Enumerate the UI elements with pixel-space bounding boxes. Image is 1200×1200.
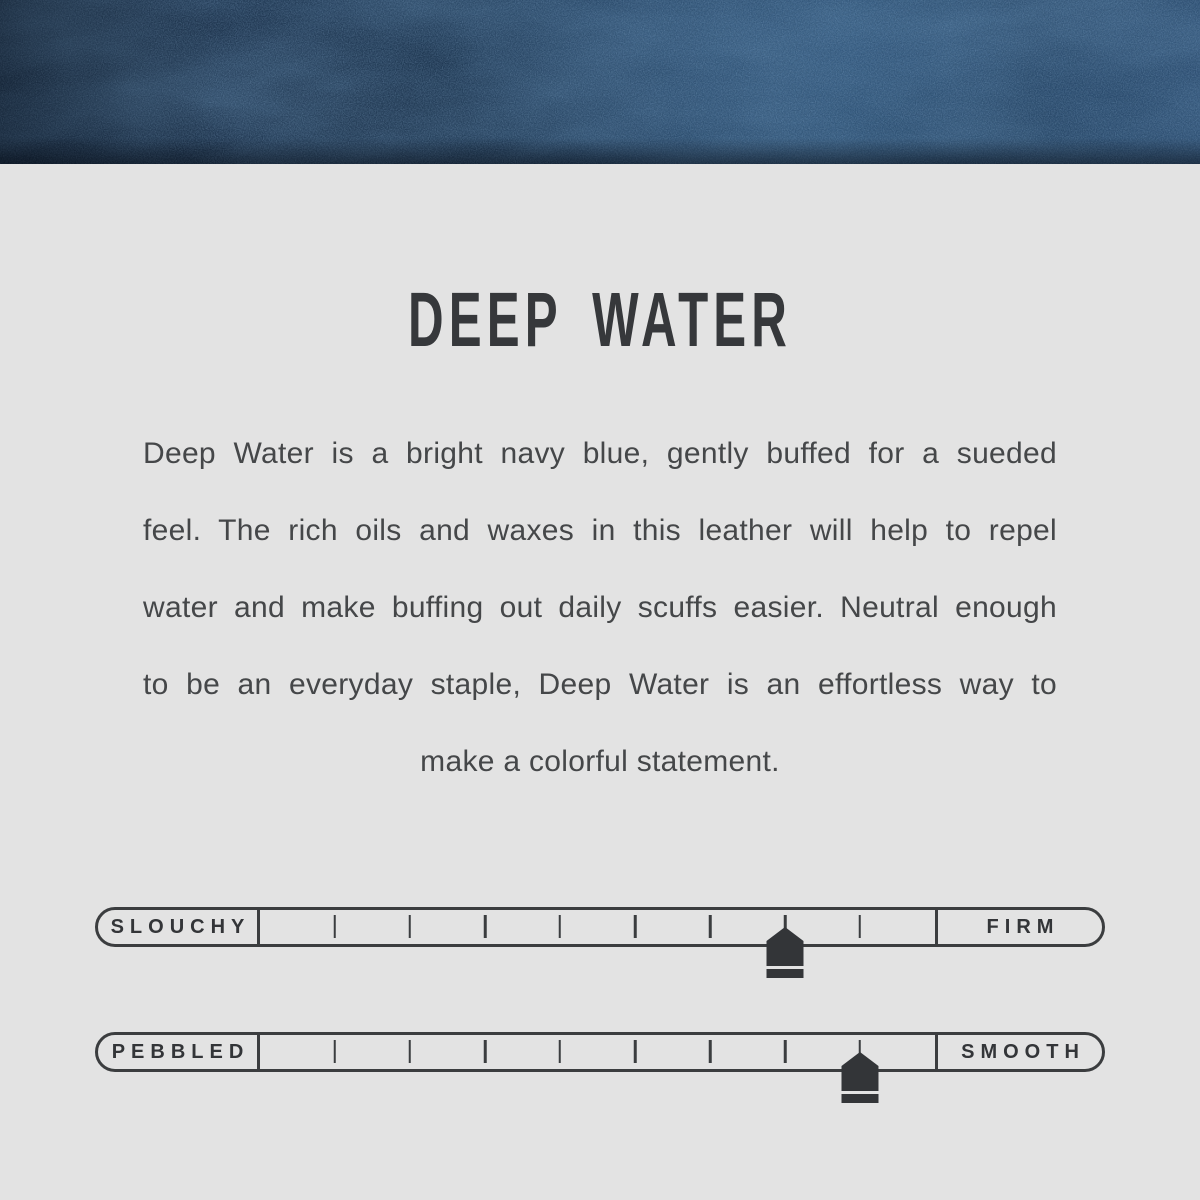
scale-right-label: SMOOTH <box>961 1040 1085 1063</box>
tick-mark <box>334 915 337 938</box>
tick-mark <box>784 1040 787 1063</box>
tick-mark <box>709 1040 712 1063</box>
texture-scale-track <box>260 1035 935 1069</box>
tick-mark <box>484 1040 487 1063</box>
scale-left-label: SLOUCHY <box>110 915 251 938</box>
position-marker-icon <box>841 1052 878 1103</box>
tick-mark <box>709 915 712 938</box>
firmness-scale-track <box>260 910 935 944</box>
tick-mark <box>559 915 562 938</box>
description-line: to be an everyday staple, Deep Water is an effortless way to <box>143 668 1057 701</box>
tick-mark <box>334 1040 337 1063</box>
tick-mark <box>559 1040 562 1063</box>
marker-base-strip <box>841 1094 878 1103</box>
firmness-scale-right-section <box>935 910 1102 944</box>
texture-scale <box>95 1032 1105 1072</box>
description-line: make a colorful statement. <box>420 745 780 778</box>
description-line: feel. The rich oils and waxes in this leather will help to repel <box>143 514 1057 547</box>
scale-left-label: PEBBLED <box>111 1040 250 1063</box>
tick-mark <box>859 915 862 938</box>
leather-texture <box>0 0 1200 164</box>
firmness-scale <box>95 907 1105 947</box>
leather-property-scales <box>0 907 1200 1072</box>
leather-swatch-banner <box>0 0 1200 164</box>
tick-mark <box>634 915 637 938</box>
description-line: Deep Water is a bright navy blue, gently buffed for a sueded <box>143 437 1057 470</box>
color-description <box>143 415 1057 800</box>
tick-mark <box>409 915 412 938</box>
page-title: DEEP WATER <box>407 277 792 363</box>
firmness-scale-left-section <box>98 910 260 944</box>
marker-house-shape <box>767 927 804 966</box>
description-line: water and make buffing out daily scuffs easier. Neutral enough <box>143 591 1057 624</box>
marker-house-shape <box>841 1052 878 1091</box>
texture-scale-right-section <box>935 1035 1102 1069</box>
tick-mark <box>484 915 487 938</box>
tick-mark <box>634 1040 637 1063</box>
marker-base-strip <box>767 969 804 978</box>
position-marker-icon <box>767 927 804 978</box>
tick-mark <box>409 1040 412 1063</box>
scale-right-label: FIRM <box>986 915 1060 938</box>
texture-scale-left-section <box>98 1035 260 1069</box>
